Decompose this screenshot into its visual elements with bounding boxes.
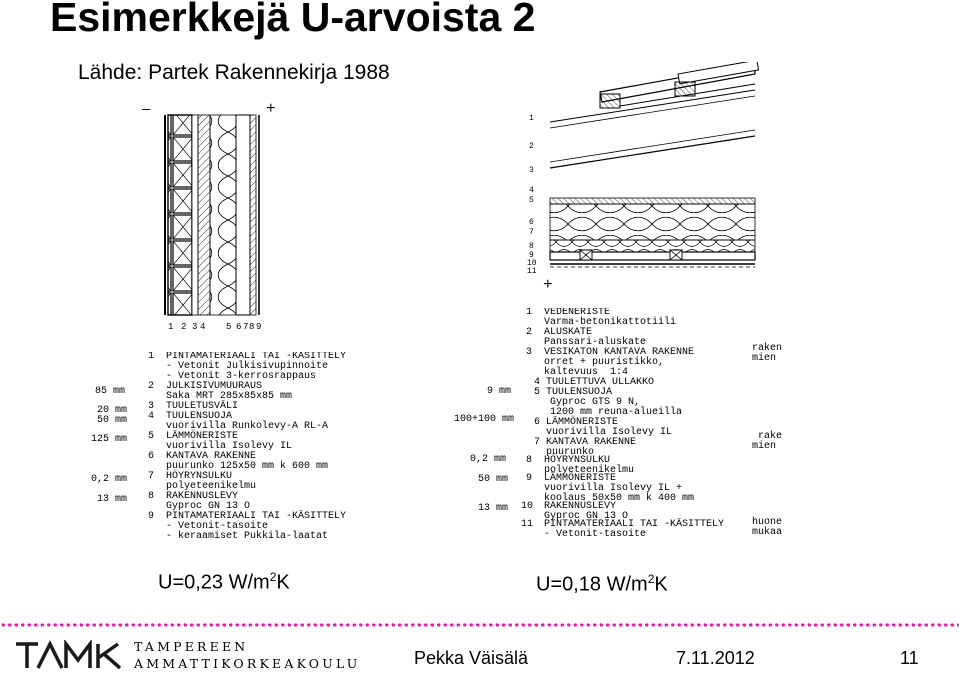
- wall-layer-number: 9: [256, 322, 262, 332]
- roof-u-value: [536, 572, 668, 597]
- roof-side-number: 9: [529, 251, 534, 260]
- roof-legend-line: PINTAMATERIAALI TAI -KÄSITTELY: [544, 519, 725, 530]
- wall-thickness: 50 mm: [97, 415, 128, 426]
- roof-legend-line: koolaus 50x50 mm k 400 mm: [544, 493, 695, 504]
- roof-legend-line: orret + puuristikko,: [544, 357, 665, 368]
- roof-legend-line: 1200 mm reuna-alueilla: [550, 407, 683, 418]
- roof-side-notes: [750, 340, 782, 540]
- wall-thickness: 0,2 mm: [91, 474, 128, 485]
- wall-legend-line: RAKENNUSLEVY: [166, 491, 239, 502]
- wall-legend-line: Gyproc GN 13 O: [166, 501, 251, 512]
- roof-side-number: 6: [529, 218, 534, 227]
- roof-u-value-text: U=0,18 W/m: [536, 573, 648, 596]
- roof-legend-num: 7: [534, 437, 541, 448]
- wall-legend-num: 7: [148, 471, 155, 482]
- roof-thickness: 13 mm: [478, 503, 509, 514]
- wall-u-value-exponent: 2: [269, 570, 277, 584]
- wall-layer-number: 3: [192, 322, 198, 332]
- wall-legend-line: Saka MRT 285x85x85 mm: [166, 391, 293, 402]
- roof-side-number: 8: [529, 242, 534, 251]
- wall-legend-num: 4: [148, 411, 155, 422]
- wall-legend-line: KANTAVA RAKENNE: [166, 451, 257, 462]
- roof-side-note: huone: [752, 517, 782, 528]
- roof-side-note: mien: [752, 441, 777, 452]
- wall-legend-line: puurunko 125x50 mm k 600 mm: [166, 461, 329, 472]
- roof-legend-line: polyeteenikelmu: [544, 465, 635, 476]
- roof-legend-line: vuorivilla Isolevy IL +: [544, 483, 683, 494]
- roof-thickness: 9 mm: [487, 386, 512, 397]
- logo-text-tampereen: TAMPEREEN: [134, 639, 249, 654]
- roof-side-number: 5: [529, 196, 534, 205]
- footer-author: Pekka Väisälä: [414, 648, 529, 668]
- wall-legend-num: 5: [148, 431, 155, 442]
- wall-layer-number: 8: [249, 322, 255, 332]
- roof-legend-line: Varma-betonikattotiili: [544, 317, 677, 328]
- wall-legend-num: 8: [148, 491, 155, 502]
- roof-legend-line: Gyproc GTS 9 N,: [550, 397, 641, 408]
- wall-thickness: 85 mm: [95, 386, 126, 397]
- wall-legend-line: polyeteenikelmu: [166, 481, 257, 492]
- wall-legend-line: - Vetonit 3-kerrosrappaus: [166, 371, 317, 382]
- wall-legend-num: 6: [148, 451, 155, 462]
- roof-legend-num: 6: [534, 417, 541, 428]
- roof-legend-line: ALUSKATE: [544, 327, 593, 338]
- roof-plus-sign: +: [543, 276, 553, 294]
- roof-legend-num: 5: [534, 387, 541, 398]
- wall-legend-line: JULKISIVUMUURAUS: [166, 381, 263, 392]
- wall-layer-number: 5: [226, 322, 232, 332]
- roof-legend-line: puurunko: [546, 447, 595, 458]
- wall-legend-line: vuorivilla Isolevy IL: [166, 441, 293, 452]
- roof-side-note: raken: [752, 343, 782, 354]
- roof-legend-line: TUULETTUVA ULLAKKO: [546, 377, 655, 388]
- wall-legend: [140, 352, 370, 544]
- roof-legend-num: 3: [526, 347, 533, 358]
- wall-layer-number: 6: [236, 322, 242, 332]
- roof-legend-line: - Vetonit-tasoite: [544, 529, 647, 538]
- footer-dotted-line: [0, 622, 959, 628]
- roof-legend-line: vuorivilla Isolevy IL: [546, 427, 673, 438]
- roof-legend-line: TUULENSUOJA: [546, 387, 613, 398]
- footer-date: 7.11.2012: [676, 648, 755, 668]
- wall-legend-line: TUULETUSVÄLI: [166, 401, 239, 412]
- roof-side-number: 7: [529, 228, 534, 237]
- roof-legend-num: 2: [526, 327, 533, 338]
- wall-thickness: 20 mm: [97, 405, 128, 416]
- roof-legend-line: HÖYRYNSULKU: [544, 455, 611, 466]
- wall-layer-number: 4: [200, 322, 206, 332]
- roof-side-number: 4: [529, 186, 534, 195]
- wall-legend-num: 9: [148, 511, 155, 522]
- wall-legend-num: 3: [148, 401, 155, 412]
- roof-legend-line: KANTAVA RAKENNE: [546, 437, 637, 448]
- roof-legend-num: 9: [526, 473, 533, 484]
- logo-text-ammattikorkeakoulu: AMMATTIKORKEAKOULU: [134, 656, 361, 671]
- roof-side-number: 10: [527, 259, 537, 268]
- roof-side-number: 1: [529, 114, 534, 123]
- footer-page-number: 11: [900, 648, 919, 668]
- roof-legend-num: 10: [521, 501, 534, 512]
- roof-legend-line: kaltevuus 1:4: [544, 367, 629, 378]
- wall-u-value: [158, 570, 290, 595]
- roof-legend-line: LÄMMÖNERISTE: [544, 473, 617, 484]
- roof-side-number: 11: [527, 267, 537, 276]
- wall-layer-number: 7: [243, 322, 249, 332]
- roof-legend-line: RAKENNUSLEVY: [544, 501, 617, 512]
- wall-plus-sign: +: [266, 100, 276, 118]
- roof-legend-num: 11: [521, 519, 534, 530]
- roof-section-svg: [540, 62, 760, 277]
- wall-layer-number: 1: [168, 322, 174, 332]
- wall-layer-number: 2: [181, 322, 187, 332]
- wall-legend-line: - Vetonit Julkisivupinnoite: [166, 361, 329, 372]
- roof-thickness: 50 mm: [478, 474, 509, 485]
- wall-legend-line: vuorivilla Runkolevy-A RL-A: [166, 421, 329, 432]
- roof-legend: [516, 308, 726, 538]
- roof-legend-num: 4: [534, 377, 541, 388]
- wall-u-value-text: U=0,23 W/m: [158, 571, 270, 594]
- roof-legend-line: VEDENERISTE: [544, 308, 611, 318]
- roof-legend-num: 8: [526, 455, 533, 466]
- wall-thickness: 13 mm: [97, 494, 128, 505]
- roof-legend-line: Panssari-aluskate: [544, 337, 647, 348]
- wall-legend-line: - Vetonit-tasoite: [166, 521, 269, 532]
- wall-thickness: 125 mm: [91, 434, 128, 445]
- roof-side-note: mien: [752, 353, 777, 364]
- wall-legend-line: PINTAMATERIAALI TAI -KÄSITTELY: [166, 511, 347, 522]
- wall-legend-num: 2: [148, 381, 155, 392]
- wall-u-value-unit: K: [276, 571, 290, 594]
- wall-minus-sign: —: [142, 102, 151, 118]
- roof-legend-line: VESIKATON KANTAVA RAKENNE: [544, 347, 695, 358]
- roof-u-value-exponent: 2: [647, 572, 655, 586]
- wall-legend-line: TUULENSUOJA: [166, 411, 233, 422]
- roof-side-number: 3: [529, 166, 534, 175]
- slide-title: Esimerkkejä U-arvoista 2: [50, 0, 536, 40]
- roof-legend-line: Gyproc GN 13 O: [544, 511, 629, 522]
- source-citation: Lähde: Partek Rakennekirja 1988: [78, 61, 390, 84]
- wall-legend-line: PINTAMATERIAALI TAI -KÄSITTELY: [166, 352, 347, 362]
- roof-legend-num: 1: [526, 308, 533, 318]
- wall-section-svg: [150, 110, 270, 320]
- roof-side-note: rake: [758, 431, 782, 442]
- roof-u-value-unit: K: [654, 573, 668, 596]
- wall-legend-num: 1: [148, 352, 155, 362]
- wall-legend-line: HÖYRYNSULKU: [166, 471, 233, 482]
- roof-thickness: 100+100 mm: [454, 414, 515, 425]
- roof-side-number: 2: [529, 142, 534, 151]
- wall-legend-line: LÄMMÖNERISTE: [166, 431, 239, 442]
- tamk-logo-mark: [14, 640, 126, 670]
- roof-legend-line: LÄMMÖNERISTE: [546, 417, 619, 428]
- roof-side-note: mukaa: [752, 527, 782, 538]
- wall-legend-line: - keraamiset Pukkila-laatat: [166, 531, 329, 542]
- roof-thickness: 0,2 mm: [470, 454, 507, 465]
